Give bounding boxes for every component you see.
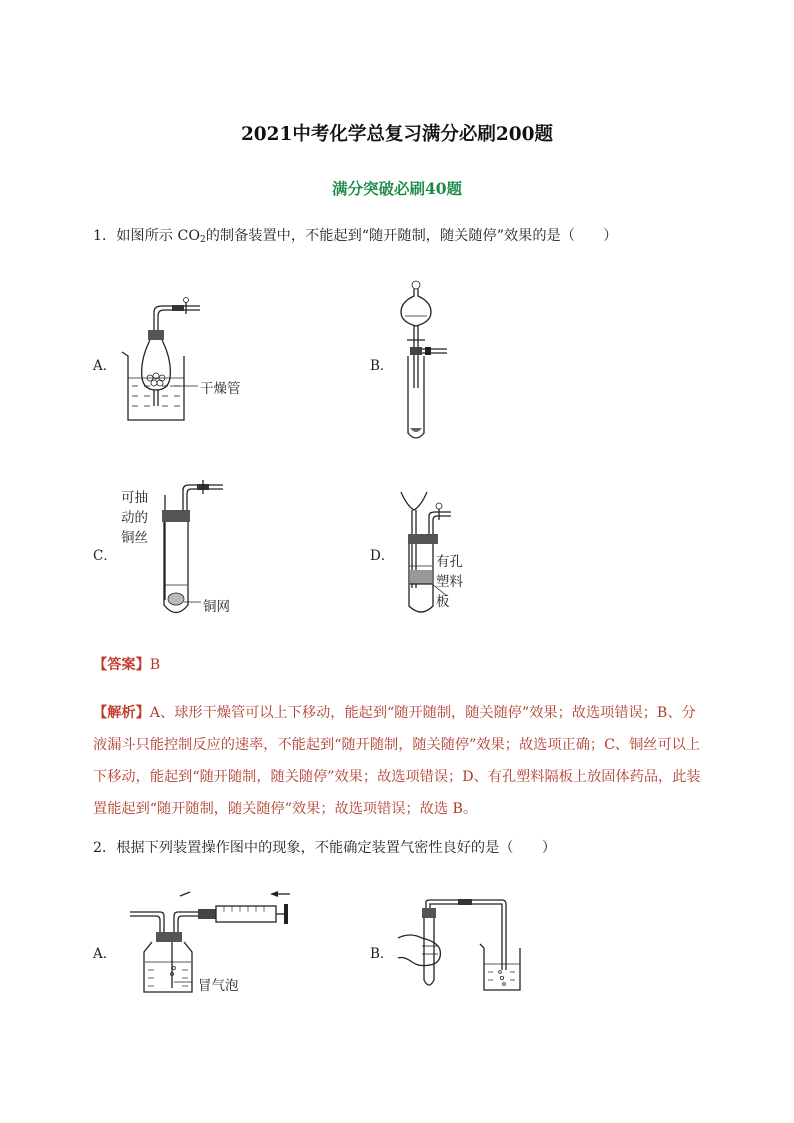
figure-b-separatory-funnel-apparatus xyxy=(395,278,465,448)
question-1-stem: 1．如图所示 $CO_2$的制备装置中，不能起到“随开随制，随关随停”效果的是（ ） xyxy=(93,228,618,245)
page-title: 2021中考化学总复习满分必刷200题 xyxy=(240,124,554,145)
figure-a-drying-tube-apparatus xyxy=(118,290,248,430)
label-porous-plastic-plate: 有孔 塑料 板 xyxy=(436,554,463,610)
q1-option-b-label: B． xyxy=(370,358,394,374)
question-1-analysis: 【解析】A、球形干燥管可以上下移动，能起到“随开随制，随关随停”效果；故选项错误；B、分 液漏斗只能控制反应的速率，不能起到“随开随制，随关随停”效果；故选项正确；C、铜丝可以上 下移动，能起到“随开随制，随关随停”效果；故选项错误；D、有孔塑料隔板上放固体药品，此装 置能起到“随开随制，随关随停”效果；故选项错误；故选 B。 xyxy=(93,705,701,817)
q2-option-b-label: B． xyxy=(370,946,394,962)
question-2-stem: 2．根据下列装置操作图中的现象，不能确定装置气密性良好的是（ ） xyxy=(93,840,557,856)
q2-option-a-label: A． xyxy=(93,946,117,962)
q1-option-d-label: D． xyxy=(370,548,395,564)
label-copper-mesh: 铜网 xyxy=(203,599,230,615)
question-1-answer: 【答案】B xyxy=(93,657,161,673)
section-subtitle: 满分突破必刷40题 xyxy=(331,179,463,198)
figure-d-porous-plate-apparatus xyxy=(395,488,475,618)
label-drying-tube: 干燥管 xyxy=(200,381,241,397)
q1-option-c-label: C． xyxy=(93,548,117,564)
label-movable-copper-wire: 可抽 动的 铜丝 xyxy=(121,490,148,546)
figure-q2-b-hand-test-tube-beaker xyxy=(398,898,528,998)
label-bubbles: 冒气泡 xyxy=(198,978,239,994)
q1-option-a-label: A． xyxy=(93,358,117,374)
